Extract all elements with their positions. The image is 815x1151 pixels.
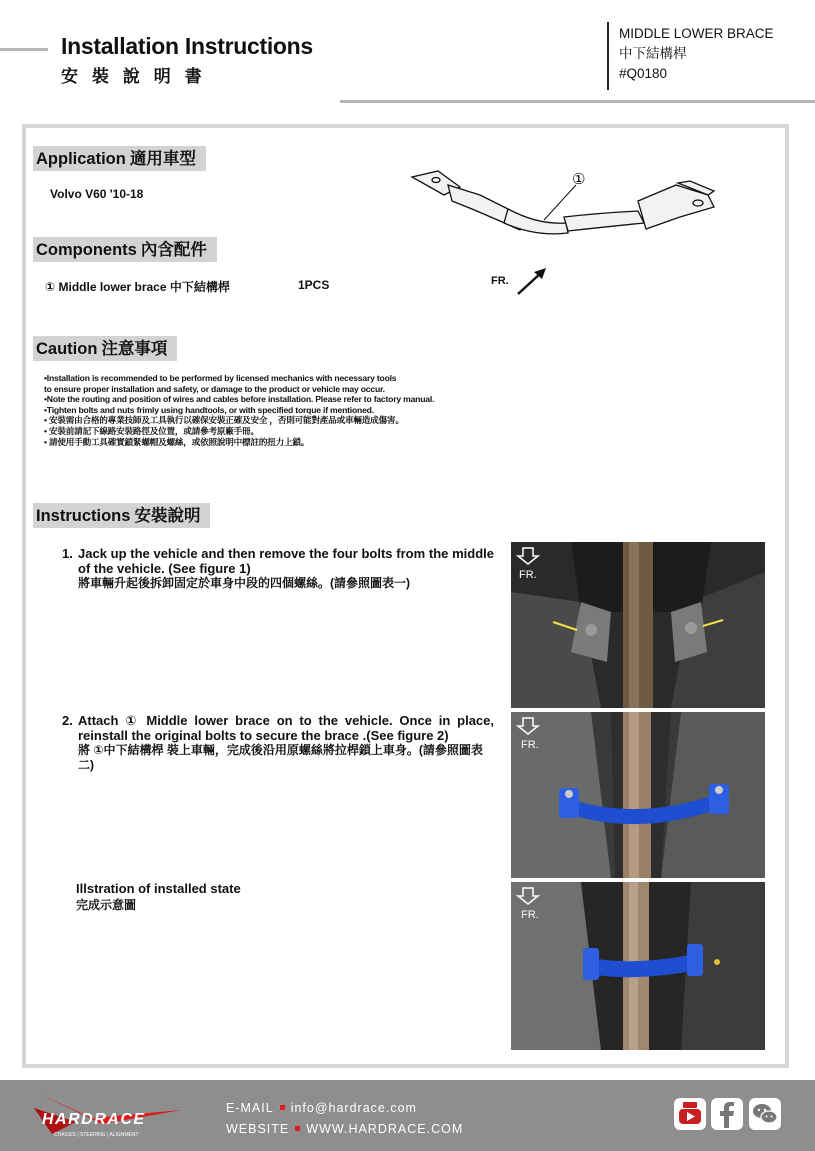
youtube-icon[interactable] <box>674 1098 706 1130</box>
logo-wordmark: HARDRACE <box>42 1111 146 1128</box>
instructions-heading <box>33 503 210 528</box>
page-subtitle: 安 裝 說 明 書 <box>61 67 206 87</box>
bullet <box>280 1105 285 1110</box>
front-arrow-icon <box>516 266 548 296</box>
illustration-caption <box>76 881 241 913</box>
photo-fr-label: FR. <box>521 739 539 751</box>
hardrace-logo[interactable] <box>32 1088 192 1140</box>
component-qty: 1PCS <box>298 278 330 292</box>
components-heading <box>33 237 217 262</box>
contact-info <box>226 1098 463 1140</box>
application-heading-en: Application <box>36 150 126 168</box>
figure-1-photo <box>511 542 765 708</box>
photo-fr-label: FR. <box>521 909 539 921</box>
caution-line: • 安裝前請記下線路安裝路徑及位置，或請參考原廠手冊。 <box>44 425 259 436</box>
photo-fr-label: FR. <box>519 569 537 581</box>
step-text-en: Jack up the vehicle and then remove the four bolts from the middle of the vehicle. (See figure 1) <box>78 546 494 576</box>
page-title: Installation Instructions <box>61 33 313 59</box>
illustration-caption-zh: 完成示意圖 <box>76 898 137 912</box>
illustration-caption-en: Illstration of installed state <box>76 881 241 896</box>
step-number: 2. <box>62 713 73 728</box>
logo-tagline: CHASSIS | STEERING | ALIGNMENT <box>54 1132 139 1138</box>
product-code: #Q0180 <box>619 66 668 81</box>
instruction-step-1 <box>62 546 494 591</box>
caution-heading-zh: 注意事項 <box>101 339 168 358</box>
instructions-heading-en: Instructions <box>36 507 131 525</box>
step-text-en: Attach ① Middle lower brace on to the vehicle. Once in place, reinstall the original bolts to secure the brace .(See figure 2) <box>78 713 494 743</box>
brace-drawing <box>408 165 723 265</box>
caution-line: • 安裝需由合格的專業技師及工具執行以確保安裝正確及安全 ，否則可能對產品或車輛造成傷害。 <box>44 415 404 426</box>
header-divider <box>607 22 609 90</box>
application-heading-zh: 適用車型 <box>129 149 196 168</box>
website-link[interactable]: WWW.HARDRACE.COM <box>306 1122 464 1136</box>
product-name-zh: 中下結構桿 <box>619 46 687 61</box>
application-heading <box>33 146 206 171</box>
caution-line: •Tighten bolts and nuts frimly using handtools, or with specified torque if mentioned. <box>44 404 374 415</box>
step-text-zh: 將車輛升起後拆卸固定於車身中段的四個螺絲。(請參照圖表一) <box>78 576 410 590</box>
step-text-zh: 將 ①中下結構桿 裝上車輛，完成後沿用原螺絲將拉桿鎖上車身。(請參照圖表二) <box>78 743 483 772</box>
wechat-icon[interactable] <box>749 1098 781 1130</box>
instruction-step-2 <box>62 713 494 773</box>
application-vehicle: Volvo V60 '10-18 <box>50 187 144 201</box>
callout-1: ① <box>572 170 586 188</box>
bullet <box>295 1126 300 1131</box>
caution-line: •Installation is recommended to be performed by licensed mechanics with necessary tools <box>44 373 397 383</box>
fr-label: FR. <box>491 275 509 287</box>
caution-heading-en: Caution <box>36 340 98 358</box>
components-heading-en: Components <box>36 241 137 259</box>
email-row <box>226 1098 463 1119</box>
product-info <box>619 24 774 84</box>
caution-heading <box>33 336 177 361</box>
website-label: WEBSITE <box>226 1122 290 1136</box>
email-link[interactable]: info@hardrace.com <box>290 1101 417 1115</box>
product-name: MIDDLE LOWER BRACE <box>619 26 774 41</box>
caution-line: to ensure proper installation and safety, or damage to the product or vehicle may occur. <box>44 383 385 394</box>
email-label: E-MAIL <box>226 1101 274 1115</box>
facebook-icon[interactable] <box>711 1098 743 1130</box>
figure-2-photo <box>511 712 765 878</box>
component-item: ① Middle lower brace 中下結構桿 <box>45 280 230 294</box>
caution-list <box>44 373 434 447</box>
installed-state-photo <box>511 882 765 1050</box>
caution-line: • 請使用手動工具確實鎖緊螺帽及螺絲，或依照說明中標註的扭力上鎖。 <box>44 436 310 447</box>
step-number: 1. <box>62 546 73 561</box>
header-rule-right <box>340 100 815 103</box>
caution-line: •Note the routing and position of wires and cables before installation. Please refer to factory manual. <box>44 394 435 405</box>
header-rule-left <box>0 48 48 51</box>
website-row <box>226 1119 463 1140</box>
components-heading-zh: 內含配件 <box>140 240 207 259</box>
instructions-heading-zh: 安裝說明 <box>134 506 201 525</box>
